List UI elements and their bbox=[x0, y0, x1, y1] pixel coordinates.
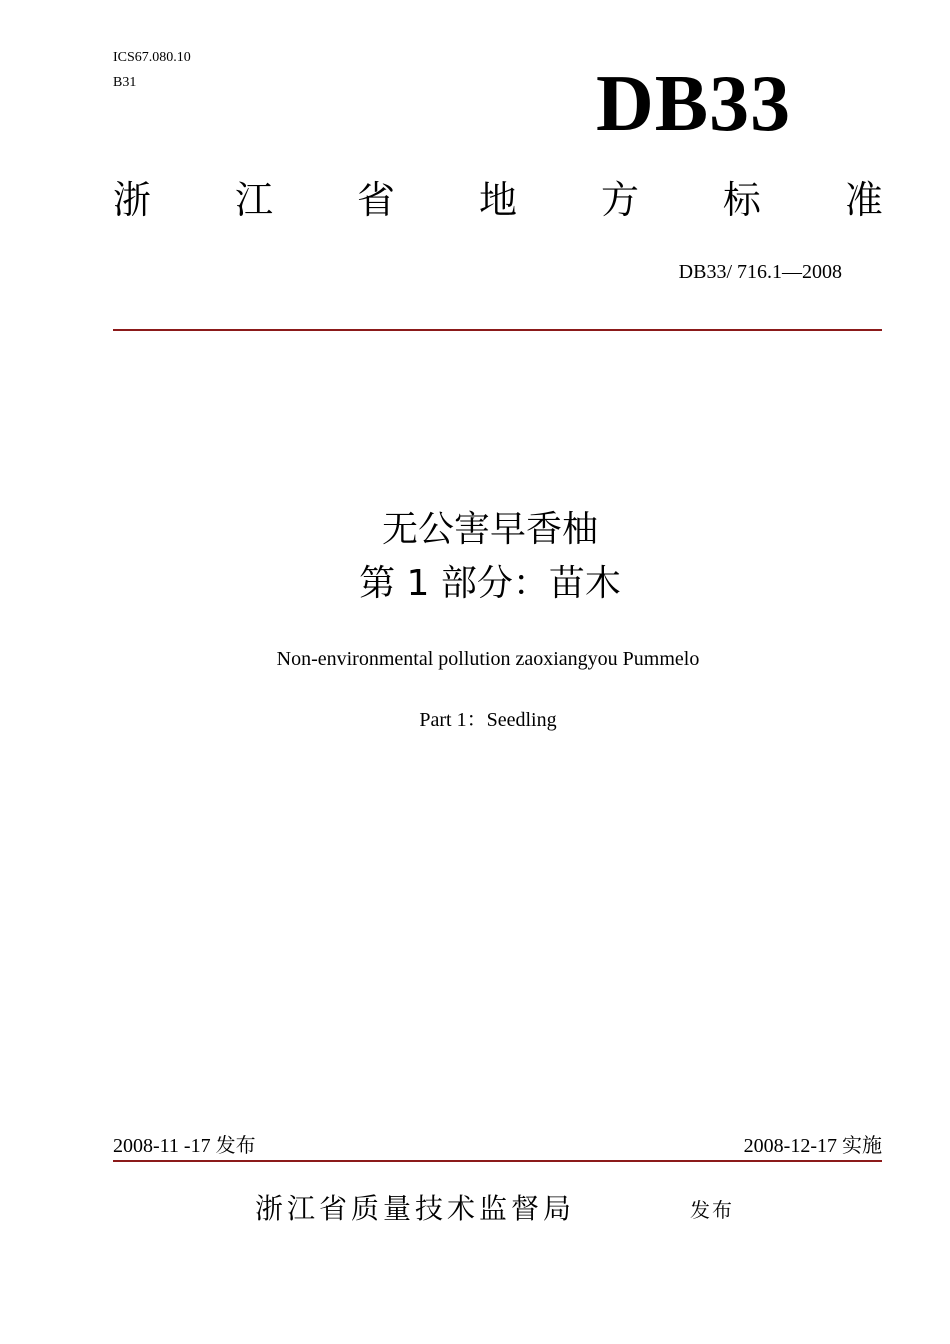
title-cn-line1: 无公害早香柚 bbox=[381, 509, 598, 550]
issue-date: 2008-11 -17 发布 bbox=[113, 1135, 256, 1157]
implementation-date: 2008-12-17 实施 bbox=[743, 1135, 882, 1157]
standard-number: DB33/ 716.1—2008 bbox=[678, 261, 842, 283]
standard-type-char: 地 bbox=[478, 178, 517, 222]
standard-type-char: 省 bbox=[356, 178, 395, 222]
ccs-code: B31 bbox=[113, 75, 137, 90]
standard-type-heading bbox=[113, 175, 883, 225]
standard-type-char: 江 bbox=[234, 178, 273, 222]
issuer-suffix: 发布 bbox=[690, 1198, 734, 1222]
title-cn-line2: 第 1 部分：苗木 bbox=[359, 563, 621, 604]
top-divider bbox=[113, 329, 882, 331]
issuer-name: 浙江省质量技术监督局 bbox=[255, 1192, 576, 1225]
standard-type-char: 方 bbox=[600, 178, 639, 222]
db33-logo: DB33 bbox=[596, 60, 792, 148]
title-en-line2: Part 1：Seedling bbox=[419, 709, 557, 731]
title-en-line1: Non-environmental pollution zaoxiangyou Pummelo bbox=[276, 648, 700, 670]
standard-type-char: 准 bbox=[844, 178, 883, 222]
standard-type-char: 标 bbox=[722, 178, 761, 222]
bottom-divider bbox=[113, 1160, 882, 1162]
ics-code: ICS67.080.10 bbox=[113, 50, 191, 65]
standard-type-char: 浙 bbox=[113, 178, 152, 222]
